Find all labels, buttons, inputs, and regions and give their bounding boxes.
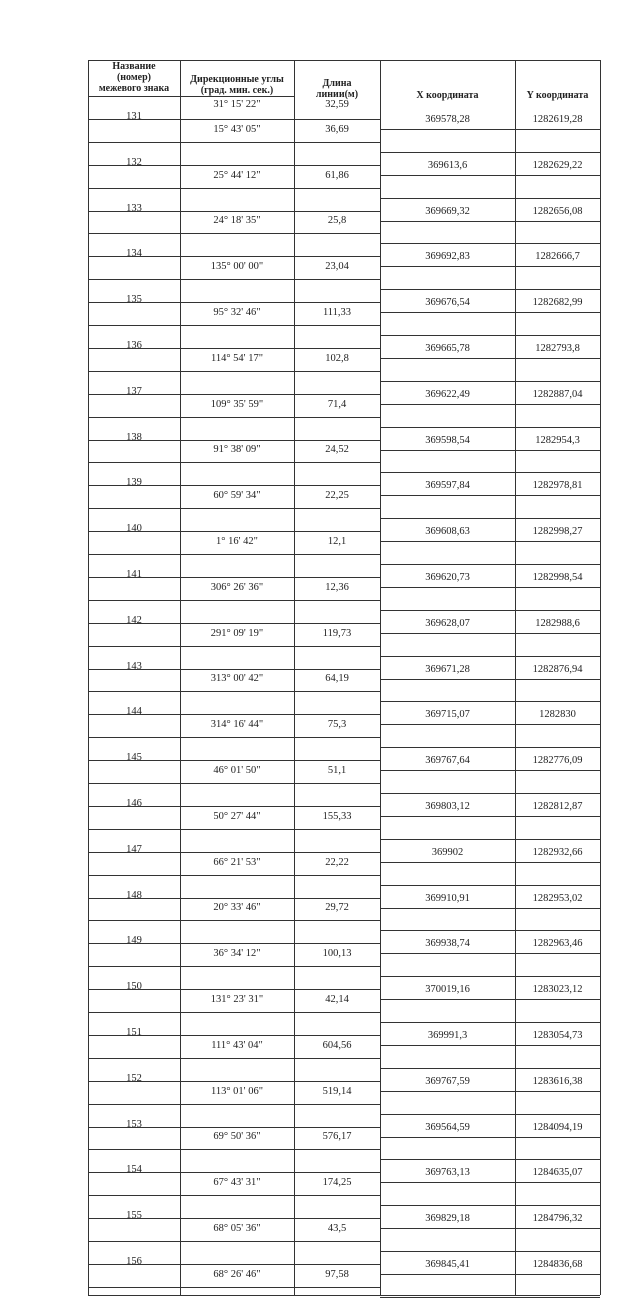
coord-row-line [380, 908, 600, 909]
coord-row-line [380, 747, 600, 748]
point-x: 369622,49 [425, 388, 470, 400]
coord-row-line [380, 885, 600, 886]
coord-row-line [380, 335, 600, 336]
segment-angle: 291° 09' 19" [210, 627, 264, 639]
segment-row-line [88, 691, 380, 692]
header-name: межевого знака [98, 83, 170, 94]
point-y: 1283023,12 [532, 984, 583, 996]
coord-row-line [380, 1182, 600, 1183]
coord-row-line [380, 1114, 600, 1115]
coord-row-line [380, 175, 600, 176]
coord-row-line [380, 541, 600, 542]
coord-row-line [380, 1137, 600, 1138]
segment-angle: 95° 32' 46" [213, 307, 261, 318]
segment-length: 604,56 [322, 1039, 352, 1051]
segment-length: 61,86 [325, 169, 349, 181]
segment-length: 100,13 [322, 948, 352, 960]
point-y: 1282876,94 [532, 663, 583, 675]
segment-angle: 313° 00' 42" [210, 673, 264, 685]
segment-length: 75,3 [327, 719, 347, 731]
segment-angle: 15° 43' 05" [213, 123, 261, 135]
segment-length: 23,04 [325, 261, 349, 273]
segment-length: 111,33 [322, 307, 352, 318]
coord-row-line [380, 152, 600, 153]
coord-row-line [380, 610, 600, 611]
coord-row-line [380, 221, 600, 222]
segment-length: 22,25 [325, 490, 349, 502]
coord-row-line [380, 564, 600, 565]
point-name: 154 [126, 1164, 142, 1176]
segment-angle: 60° 59' 34" [213, 490, 261, 502]
segment-angle: 67° 43' 31" [213, 1177, 261, 1189]
segment-length: 43,5 [327, 1223, 347, 1234]
point-name: 139 [126, 477, 142, 489]
segment-length: 24,52 [325, 444, 349, 456]
point-x: 369763,13 [425, 1167, 470, 1179]
segment-angle: 306° 26' 36" [210, 581, 264, 593]
point-name: 156 [126, 1255, 142, 1267]
point-x: 369671,28 [425, 663, 470, 675]
point-name: 134 [126, 248, 142, 260]
point-x: 369628,07 [425, 617, 470, 629]
segment-row-line [88, 1012, 380, 1013]
coord-row-line [380, 129, 600, 130]
point-y: 1282932,66 [532, 846, 583, 858]
segment-angle: 31° 15' 22" [213, 99, 261, 110]
segment-row-line [88, 1149, 380, 1150]
coord-row-line [380, 633, 600, 634]
point-name: 136 [126, 339, 142, 351]
header-angle: Дирекционные углы [190, 74, 284, 85]
coord-row-line [380, 472, 600, 473]
point-name: 152 [126, 1072, 142, 1084]
coord-row-line [380, 243, 600, 244]
coord-row-line [380, 953, 600, 954]
point-name: 135 [126, 294, 142, 306]
point-x: 369665,78 [425, 342, 470, 354]
segment-row-line [88, 371, 380, 372]
header-angle: (град. мин. сек.) [200, 85, 274, 96]
segment-row-line [88, 554, 380, 555]
point-name: 142 [126, 614, 142, 626]
header-name: Название [112, 61, 156, 72]
segment-row-line [88, 142, 380, 143]
segment-row-line [88, 737, 380, 738]
segment-length: 519,14 [322, 1085, 352, 1097]
header-bottom-border [180, 96, 294, 97]
segment-angle: 314° 16' 44" [210, 719, 264, 731]
segment-row-line [88, 1195, 380, 1196]
column-line-0 [88, 60, 89, 1295]
point-name: 140 [126, 523, 142, 535]
segment-angle: 68° 26' 46" [213, 1268, 261, 1280]
segment-length: 12,36 [325, 581, 349, 593]
point-y: 1282887,04 [532, 388, 583, 400]
point-y: 1282812,87 [532, 800, 583, 812]
point-y: 1282682,99 [532, 297, 583, 309]
segment-row-line [88, 875, 380, 876]
point-y: 1283616,38 [532, 1075, 583, 1087]
point-y: 1282954,3 [535, 434, 580, 446]
point-x: 369676,54 [425, 297, 470, 309]
coord-row-line [380, 289, 600, 290]
segment-length: 71,4 [327, 398, 347, 410]
segment-length: 42,14 [325, 994, 349, 1005]
header-x: X координата [416, 90, 479, 101]
coord-row-line [380, 1068, 600, 1069]
header-length: Длина [322, 78, 352, 89]
point-y: 1284836,68 [532, 1258, 583, 1270]
point-y: 1282998,54 [532, 571, 583, 583]
point-y: 1282793,8 [535, 342, 580, 354]
segment-row-line [88, 646, 380, 647]
column-line-3 [380, 60, 381, 1295]
point-x: 369669,32 [425, 205, 470, 217]
point-y: 1282988,6 [535, 617, 580, 629]
coord-row-line [380, 1022, 600, 1023]
coord-row-line [380, 266, 600, 267]
point-x: 369608,63 [425, 526, 470, 538]
segment-row-line [88, 1287, 380, 1288]
segment-length: 174,25 [322, 1177, 352, 1189]
segment-row-line [88, 508, 380, 509]
segment-row-line [88, 1104, 380, 1105]
segment-length: 25,8 [327, 215, 347, 227]
segment-row-line [88, 462, 380, 463]
point-x: 369613,6 [427, 159, 468, 171]
coord-row-line [380, 450, 600, 451]
point-name: 143 [126, 660, 142, 672]
segment-angle: 50° 27' 44" [213, 810, 261, 822]
point-x: 369991,3 [427, 1029, 468, 1041]
point-name: 146 [126, 797, 142, 809]
point-x: 369938,74 [425, 938, 470, 950]
point-x: 369692,83 [425, 251, 470, 263]
point-x: 369767,59 [425, 1075, 470, 1087]
point-x: 369829,18 [425, 1213, 470, 1225]
coord-row-line [380, 839, 600, 840]
coord-row-line [380, 770, 600, 771]
point-y: 1282998,27 [532, 526, 583, 538]
table-bottom-border [88, 1295, 600, 1296]
point-x: 369767,64 [425, 755, 470, 767]
point-name: 145 [126, 752, 142, 764]
segment-angle: 69° 50' 36" [213, 1131, 261, 1143]
coord-row-line [380, 312, 600, 313]
segment-angle: 20° 33' 46" [213, 902, 261, 914]
point-y: 1283054,73 [532, 1029, 583, 1041]
point-y: 1282953,02 [532, 892, 583, 904]
segment-row-line [88, 783, 380, 784]
segment-length: 51,1 [327, 765, 347, 776]
point-name: 148 [126, 889, 142, 901]
point-name: 150 [126, 981, 142, 993]
point-x: 369845,41 [425, 1258, 470, 1270]
point-y: 1284094,19 [532, 1121, 583, 1133]
coord-row-line [380, 930, 600, 931]
segment-length: 97,58 [325, 1268, 349, 1280]
coord-row-line [380, 1274, 600, 1275]
segment-angle: 111° 43' 04" [211, 1039, 263, 1051]
point-y: 1282963,46 [532, 938, 583, 950]
segment-length: 155,33 [322, 810, 352, 822]
segment-length: 29,72 [325, 902, 349, 914]
point-x: 369598,54 [425, 434, 470, 446]
segment-angle: 91° 38' 09" [213, 444, 261, 456]
point-x: 369578,28 [425, 113, 470, 125]
coord-row-line [380, 198, 600, 199]
segment-row-line [88, 920, 380, 921]
segment-length: 32,59 [325, 99, 349, 110]
segment-row-line [88, 600, 380, 601]
segment-length: 64,19 [325, 673, 349, 685]
point-y: 1282656,08 [532, 205, 583, 217]
coord-row-line [380, 999, 600, 1000]
coord-row-line [380, 1228, 600, 1229]
segment-length: 102,8 [325, 352, 349, 364]
coord-row-line [380, 404, 600, 405]
point-x: 370019,16 [425, 984, 470, 996]
point-x: 369910,91 [425, 892, 470, 904]
point-x: 369597,84 [425, 480, 470, 492]
header-length: линии(м) [315, 89, 359, 100]
point-name: 133 [126, 202, 142, 214]
coord-row-line [380, 1045, 600, 1046]
point-y: 1282619,28 [532, 113, 583, 125]
segment-angle: 68° 05' 36" [213, 1223, 261, 1234]
segment-length: 22,22 [325, 856, 349, 868]
segment-row-line [88, 1241, 380, 1242]
point-name: 137 [126, 385, 142, 397]
segment-angle: 46° 01' 50" [213, 765, 261, 776]
point-name: 144 [126, 706, 142, 718]
coord-row-line [380, 587, 600, 588]
coord-row-line [380, 793, 600, 794]
segment-angle: 114° 54' 17" [211, 352, 263, 364]
point-name: 149 [126, 935, 142, 947]
segment-angle: 66° 21' 53" [213, 856, 261, 868]
segment-length: 12,1 [327, 536, 347, 547]
segment-row-line [88, 417, 380, 418]
coord-row-line [380, 427, 600, 428]
coord-row-line [380, 862, 600, 863]
segment-length: 576,17 [322, 1131, 352, 1143]
segment-row-line [88, 966, 380, 967]
segment-angle: 36° 34' 12" [213, 948, 261, 960]
segment-angle: 25° 44' 12" [213, 169, 261, 181]
point-x: 369715,07 [425, 709, 470, 721]
segment-angle: 1° 16' 42" [216, 536, 258, 547]
coord-row-line [380, 976, 600, 977]
coord-row-line [380, 1251, 600, 1252]
segment-angle: 113° 01' 06" [211, 1085, 263, 1097]
segment-length: 119,73 [322, 627, 352, 639]
point-name: 131 [126, 110, 142, 122]
point-name: 147 [126, 843, 142, 855]
point-name: 153 [126, 1118, 142, 1130]
coord-row-line [380, 1205, 600, 1206]
coord-row-line [380, 1091, 600, 1092]
segment-angle: 24° 18' 35" [213, 215, 261, 227]
header-bottom-border [88, 96, 180, 97]
point-y: 1282776,09 [532, 755, 583, 767]
point-y: 1284635,07 [532, 1167, 583, 1179]
point-name: 151 [126, 1026, 142, 1038]
coord-row-line [380, 381, 600, 382]
coord-row-line [380, 679, 600, 680]
segment-row-line [88, 1058, 380, 1059]
header-y: Y координата [526, 90, 589, 101]
segment-row-line [88, 233, 380, 234]
header-name: (номер) [116, 72, 152, 83]
segment-row-line [88, 188, 380, 189]
point-y: 1282830 [539, 709, 576, 721]
column-line-5 [600, 60, 601, 1295]
coord-row-line [380, 358, 600, 359]
point-x: 369620,73 [425, 571, 470, 583]
point-y: 1282978,81 [532, 480, 583, 492]
segment-row-line [88, 325, 380, 326]
segment-length: 36,69 [325, 123, 349, 135]
point-x: 369564,59 [425, 1121, 470, 1133]
segment-angle: 135° 00' 00" [210, 261, 264, 273]
point-y: 1282666,7 [535, 251, 580, 263]
coord-row-line [380, 724, 600, 725]
point-y: 1282629,22 [532, 159, 583, 171]
point-x: 369902 [431, 846, 464, 858]
point-x: 369803,12 [425, 800, 470, 812]
segment-row-line [88, 279, 380, 280]
coord-row-line [380, 816, 600, 817]
point-name: 155 [126, 1210, 142, 1222]
coord-row-line [380, 1159, 600, 1160]
point-y: 1284796,32 [532, 1213, 583, 1225]
coord-row-line [380, 518, 600, 519]
coord-row-line [380, 495, 600, 496]
point-name: 138 [126, 431, 142, 443]
column-line-4 [515, 60, 516, 1295]
point-name: 141 [126, 568, 142, 580]
point-name: 132 [126, 156, 142, 168]
segment-angle: 109° 35' 59" [210, 398, 264, 410]
segment-angle: 131° 23' 31" [210, 994, 264, 1005]
coord-row-line [380, 701, 600, 702]
coord-row-line [380, 656, 600, 657]
segment-row-line [88, 829, 380, 830]
